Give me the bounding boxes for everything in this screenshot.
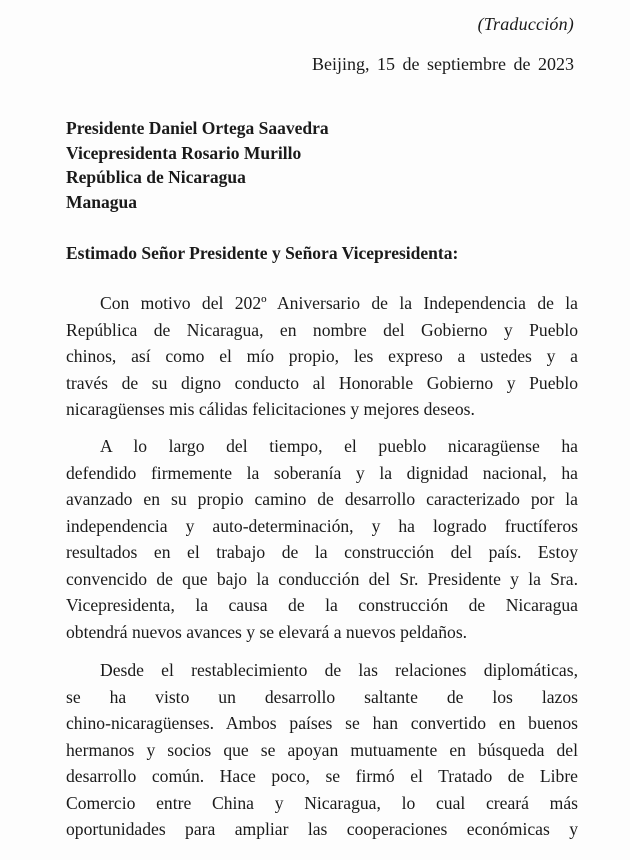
- addressee-line: Presidente Daniel Ortega Saavedra: [66, 118, 329, 138]
- paragraph-line: defendido firmemente la soberanía y la dignidad nacional, ha: [66, 462, 578, 483]
- translation-note: (Traducción): [477, 14, 574, 34]
- paragraph-line: República de Nicaragua, en nombre del Gobierno y Pueblo: [66, 319, 578, 340]
- paragraph-line: través de su digno conducto al Honorable Gobierno y Pueblo: [66, 372, 578, 393]
- paragraph-line: se ha visto un desarrollo saltante de los lazos: [66, 686, 578, 707]
- paragraph-line: Con motivo del 202º Aniversario de la Independencia de la: [100, 293, 578, 313]
- paragraph-line: chinos, así como el mío propio, les expreso a ustedes y a: [66, 346, 578, 366]
- paragraph-line: Desde el restablecimiento de las relaciones diplomáticas,: [100, 660, 578, 680]
- addressee-line: Vicepresidenta Rosario Murillo: [66, 142, 302, 163]
- paragraph-2: [66, 433, 578, 645]
- paragraph-line: nicaragüenses mis cálidas felicitaciones y mejores deseos.: [66, 399, 475, 419]
- paragraph-line: hermanos y socios que se apoyan mutuamente en búsqueda del: [66, 739, 578, 760]
- paragraph-line: A lo largo del tiempo, el pueblo nicaragüense ha: [100, 436, 578, 456]
- paragraph-line: independencia y auto-determinación, y ha logrado fructíferos: [66, 515, 578, 536]
- paragraph-line: desarrollo común. Hace poco, se firmó el Tratado de Libre: [66, 766, 578, 786]
- paragraph-line: avanzado en su propio camino de desarrollo caracterizado por la: [66, 489, 578, 509]
- salutation: Estimado Señor Presidente y Señora Vicepresidenta:: [66, 243, 459, 263]
- addressee-line: República de Nicaragua: [66, 167, 246, 187]
- paragraph-line: chino-nicaragüenses. Ambos países se han convertido en buenos: [66, 713, 578, 733]
- addressee-line: Managua: [66, 191, 137, 212]
- paragraph-line: Comercio entre China y Nicaragua, lo cual creará más: [66, 792, 578, 813]
- paragraph-3: [66, 657, 578, 843]
- paragraph-line: convencido de que bajo la conducción del Sr. Presidente y la Sra.: [66, 568, 578, 589]
- paragraph-line: obtendrá nuevos avances y se elevará a nuevos peldaños.: [66, 621, 468, 642]
- paragraph-line: oportunidades para ampliar las cooperaciones económicas y: [66, 819, 578, 839]
- date-line: Beijing, 15 de septiembre de 2023: [312, 54, 574, 74]
- paragraph-1: [66, 290, 578, 423]
- paragraph-line: resultados en el trabajo de la construcción del país. Estoy: [66, 542, 578, 562]
- paragraph-line: Vicepresidenta, la causa de la construcción de Nicaragua: [66, 595, 578, 615]
- addressee-block: [66, 116, 329, 214]
